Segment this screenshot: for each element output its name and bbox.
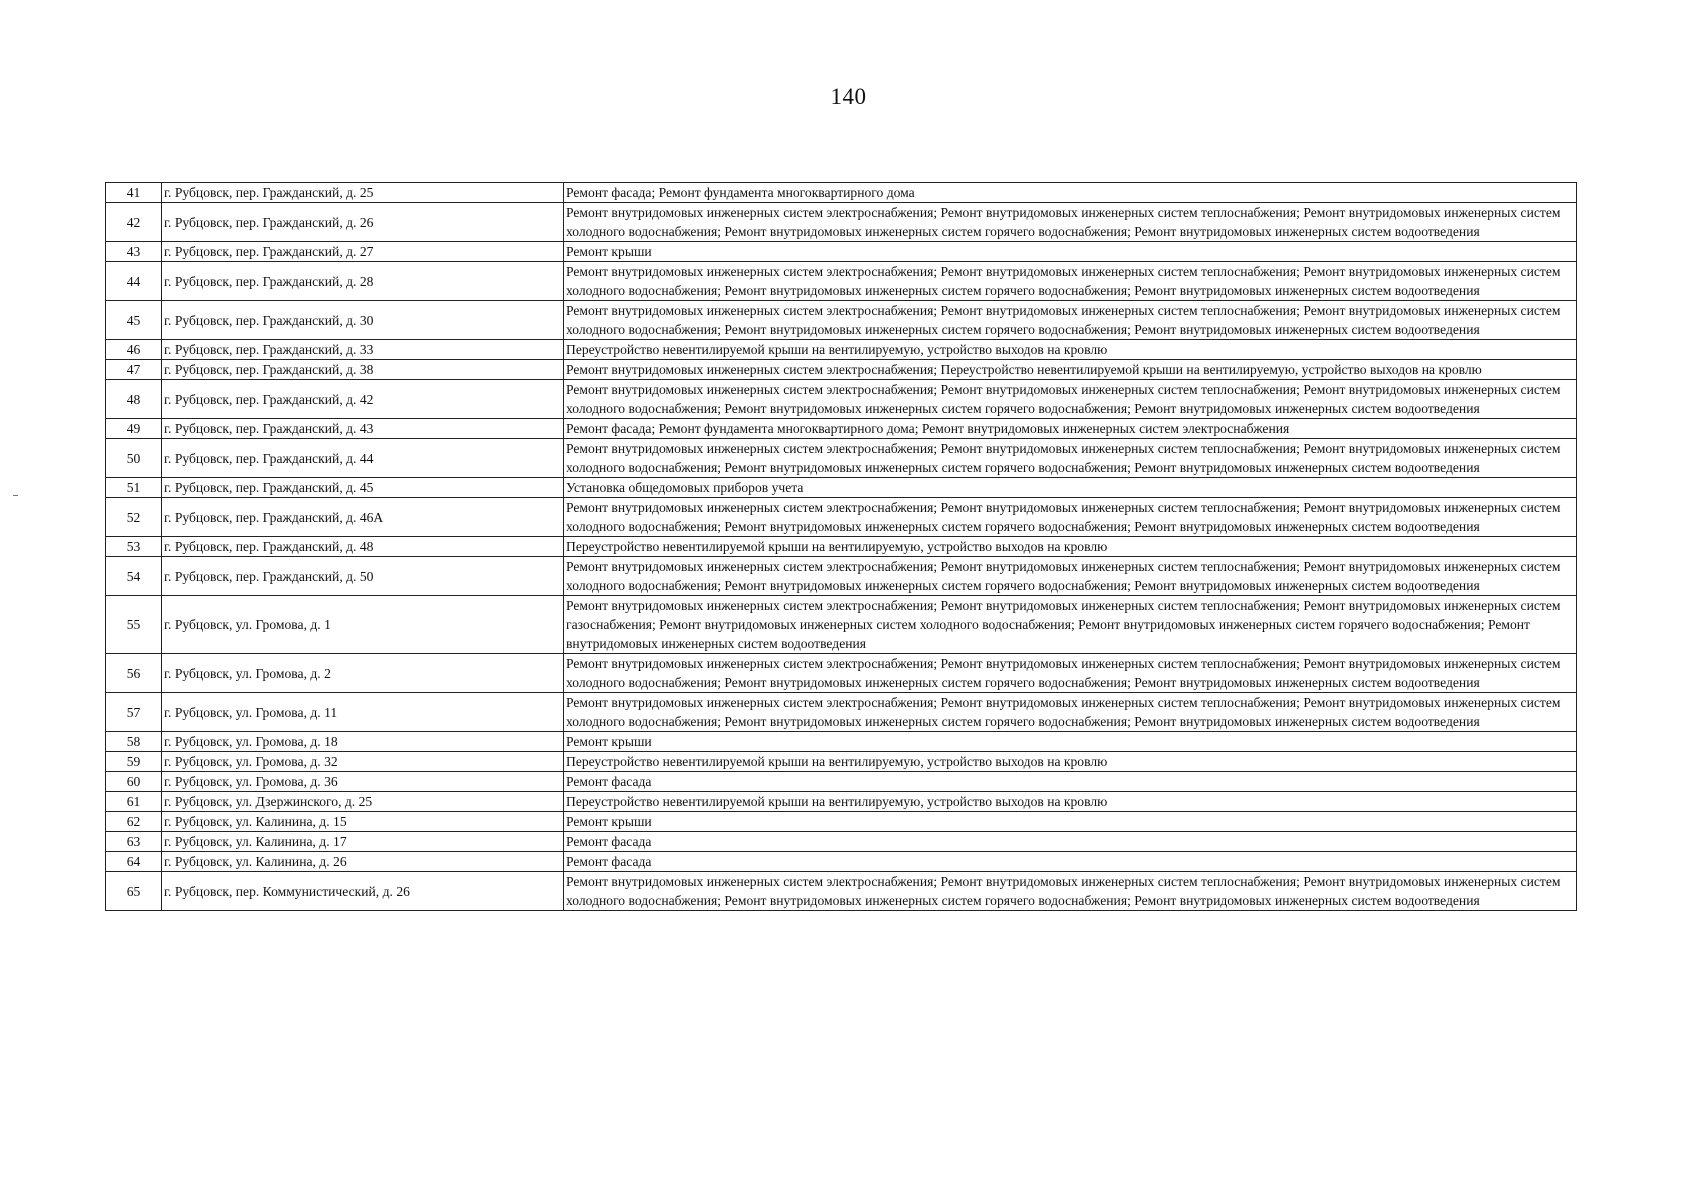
row-address: г. Рубцовск, ул. Громова, д. 1 [162,596,564,654]
row-works: Ремонт фасада [564,852,1577,872]
row-number: 44 [106,262,162,301]
table-row [106,203,1577,242]
table-row [106,654,1577,693]
row-number: 56 [106,654,162,693]
row-works: Ремонт внутридомовых инженерных систем электроснабжения; Ремонт внутридомовых инженерных систем теплоснабжения; Ремонт внутридомовых инженерных систем холодного водоснабжения; Ремонт внутридомовых инженерных систем горячего водоснабжения; Ремонт внутридомовых инженерных систем водоотведения [564,557,1577,596]
row-address: г. Рубцовск, пер. Гражданский, д. 46А [162,498,564,537]
row-address: г. Рубцовск, ул. Калинина, д. 15 [162,812,564,832]
row-number: 47 [106,360,162,380]
table-row [106,301,1577,340]
row-address: г. Рубцовск, ул. Громова, д. 36 [162,772,564,792]
row-number: 65 [106,872,162,911]
table-row [106,242,1577,262]
row-number: 51 [106,478,162,498]
row-number: 62 [106,812,162,832]
table-row [106,832,1577,852]
row-address: г. Рубцовск, пер. Гражданский, д. 43 [162,419,564,439]
row-works: Ремонт крыши [564,812,1577,832]
row-works: Ремонт внутридомовых инженерных систем электроснабжения; Ремонт внутридомовых инженерных систем теплоснабжения; Ремонт внутридомовых инженерных систем холодного водоснабжения; Ремонт внутридомовых инженерных систем горячего водоснабжения; Ремонт внутридомовых инженерных систем водоотведения [564,439,1577,478]
row-works: Ремонт внутридомовых инженерных систем электроснабжения; Ремонт внутридомовых инженерных систем теплоснабжения; Ремонт внутридомовых инженерных систем холодного водоснабжения; Ремонт внутридомовых инженерных систем горячего водоснабжения; Ремонт внутридомовых инженерных систем водоотведения [564,380,1577,419]
row-address: г. Рубцовск, ул. Громова, д. 11 [162,693,564,732]
table-row [106,262,1577,301]
row-address: г. Рубцовск, пер. Коммунистический, д. 26 [162,872,564,911]
row-works: Переустройство невентилируемой крыши на вентилируемую, устройство выходов на кровлю [564,537,1577,557]
row-works: Ремонт внутридомовых инженерных систем электроснабжения; Ремонт внутридомовых инженерных систем теплоснабжения; Ремонт внутридомовых инженерных систем холодного водоснабжения; Ремонт внутридомовых инженерных систем горячего водоснабжения; Ремонт внутридомовых инженерных систем водоотведения [564,654,1577,693]
row-works: Переустройство невентилируемой крыши на вентилируемую, устройство выходов на кровлю [564,752,1577,772]
row-address: г. Рубцовск, пер. Гражданский, д. 45 [162,478,564,498]
row-number: 41 [106,183,162,203]
table-row [106,478,1577,498]
table-row [106,872,1577,911]
table-row [106,557,1577,596]
table-row [106,752,1577,772]
row-address: г. Рубцовск, пер. Гражданский, д. 33 [162,340,564,360]
scan-artifact [13,495,18,496]
row-number: 59 [106,752,162,772]
register-table-body [106,183,1577,911]
row-number: 60 [106,772,162,792]
row-address: г. Рубцовск, пер. Гражданский, д. 48 [162,537,564,557]
row-number: 61 [106,792,162,812]
row-address: г. Рубцовск, пер. Гражданский, д. 50 [162,557,564,596]
table-row [106,812,1577,832]
row-works: Ремонт фасада; Ремонт фундамента многоквартирного дома; Ремонт внутридомовых инженерных систем электроснабжения [564,419,1577,439]
table-row [106,183,1577,203]
row-address: г. Рубцовск, ул. Калинина, д. 17 [162,832,564,852]
row-number: 55 [106,596,162,654]
row-address: г. Рубцовск, ул. Громова, д. 32 [162,752,564,772]
row-address: г. Рубцовск, ул. Громова, д. 18 [162,732,564,752]
row-works: Ремонт внутридомовых инженерных систем электроснабжения; Переустройство невентилируемой крыши на вентилируемую, устройство выходов на кровлю [564,360,1577,380]
row-works: Ремонт внутридомовых инженерных систем электроснабжения; Ремонт внутридомовых инженерных систем теплоснабжения; Ремонт внутридомовых инженерных систем газоснабжения; Ремонт внутридомовых инженерных систем холодного водоснабжения; Ремонт внутридомовых инженерных систем горячего водоснабжения; Ремонт внутридомовых инженерных систем водоотведения [564,596,1577,654]
row-number: 58 [106,732,162,752]
row-number: 46 [106,340,162,360]
table-row [106,732,1577,752]
row-works: Переустройство невентилируемой крыши на вентилируемую, устройство выходов на кровлю [564,792,1577,812]
row-number: 57 [106,693,162,732]
row-address: г. Рубцовск, ул. Громова, д. 2 [162,654,564,693]
row-works: Ремонт фасада; Ремонт фундамента многоквартирного дома [564,183,1577,203]
row-works: Переустройство невентилируемой крыши на вентилируемую, устройство выходов на кровлю [564,340,1577,360]
row-number: 49 [106,419,162,439]
table-row [106,772,1577,792]
row-works: Ремонт внутридомовых инженерных систем электроснабжения; Ремонт внутридомовых инженерных систем теплоснабжения; Ремонт внутридомовых инженерных систем холодного водоснабжения; Ремонт внутридомовых инженерных систем горячего водоснабжения; Ремонт внутридомовых инженерных систем водоотведения [564,872,1577,911]
row-number: 50 [106,439,162,478]
table-row [106,360,1577,380]
row-number: 63 [106,832,162,852]
row-address: г. Рубцовск, пер. Гражданский, д. 30 [162,301,564,340]
row-works: Ремонт фасада [564,832,1577,852]
row-number: 54 [106,557,162,596]
table-row [106,693,1577,732]
table-row [106,852,1577,872]
table-row [106,537,1577,557]
row-address: г. Рубцовск, пер. Гражданский, д. 42 [162,380,564,419]
row-works: Ремонт фасада [564,772,1577,792]
row-number: 64 [106,852,162,872]
row-works: Ремонт внутридомовых инженерных систем электроснабжения; Ремонт внутридомовых инженерных систем теплоснабжения; Ремонт внутридомовых инженерных систем холодного водоснабжения; Ремонт внутридомовых инженерных систем горячего водоснабжения; Ремонт внутридомовых инженерных систем водоотведения [564,203,1577,242]
table-row [106,439,1577,478]
table-row [106,596,1577,654]
row-works: Установка общедомовых приборов учета [564,478,1577,498]
row-address: г. Рубцовск, ул. Дзержинского, д. 25 [162,792,564,812]
table-row [106,340,1577,360]
table-row [106,380,1577,419]
row-address: г. Рубцовск, пер. Гражданский, д. 26 [162,203,564,242]
row-address: г. Рубцовск, пер. Гражданский, д. 44 [162,439,564,478]
row-works: Ремонт внутридомовых инженерных систем электроснабжения; Ремонт внутридомовых инженерных систем теплоснабжения; Ремонт внутридомовых инженерных систем холодного водоснабжения; Ремонт внутридомовых инженерных систем горячего водоснабжения; Ремонт внутридомовых инженерных систем водоотведения [564,262,1577,301]
repair-register-table [105,182,1577,911]
row-number: 52 [106,498,162,537]
row-works: Ремонт крыши [564,242,1577,262]
row-number: 43 [106,242,162,262]
row-number: 48 [106,380,162,419]
table-row [106,792,1577,812]
table-row [106,498,1577,537]
row-address: г. Рубцовск, пер. Гражданский, д. 25 [162,183,564,203]
row-address: г. Рубцовск, ул. Калинина, д. 26 [162,852,564,872]
row-number: 42 [106,203,162,242]
table-row [106,419,1577,439]
row-address: г. Рубцовск, пер. Гражданский, д. 27 [162,242,564,262]
row-number: 53 [106,537,162,557]
row-works: Ремонт внутридомовых инженерных систем электроснабжения; Ремонт внутридомовых инженерных систем теплоснабжения; Ремонт внутридомовых инженерных систем холодного водоснабжения; Ремонт внутридомовых инженерных систем горячего водоснабжения; Ремонт внутридомовых инженерных систем водоотведения [564,498,1577,537]
row-works: Ремонт внутридомовых инженерных систем электроснабжения; Ремонт внутридомовых инженерных систем теплоснабжения; Ремонт внутридомовых инженерных систем холодного водоснабжения; Ремонт внутридомовых инженерных систем горячего водоснабжения; Ремонт внутридомовых инженерных систем водоотведения [564,693,1577,732]
row-address: г. Рубцовск, пер. Гражданский, д. 28 [162,262,564,301]
row-works: Ремонт внутридомовых инженерных систем электроснабжения; Ремонт внутридомовых инженерных систем теплоснабжения; Ремонт внутридомовых инженерных систем холодного водоснабжения; Ремонт внутридомовых инженерных систем горячего водоснабжения; Ремонт внутридомовых инженерных систем водоотведения [564,301,1577,340]
row-number: 45 [106,301,162,340]
row-address: г. Рубцовск, пер. Гражданский, д. 38 [162,360,564,380]
page-number: 140 [830,84,867,109]
row-works: Ремонт крыши [564,732,1577,752]
